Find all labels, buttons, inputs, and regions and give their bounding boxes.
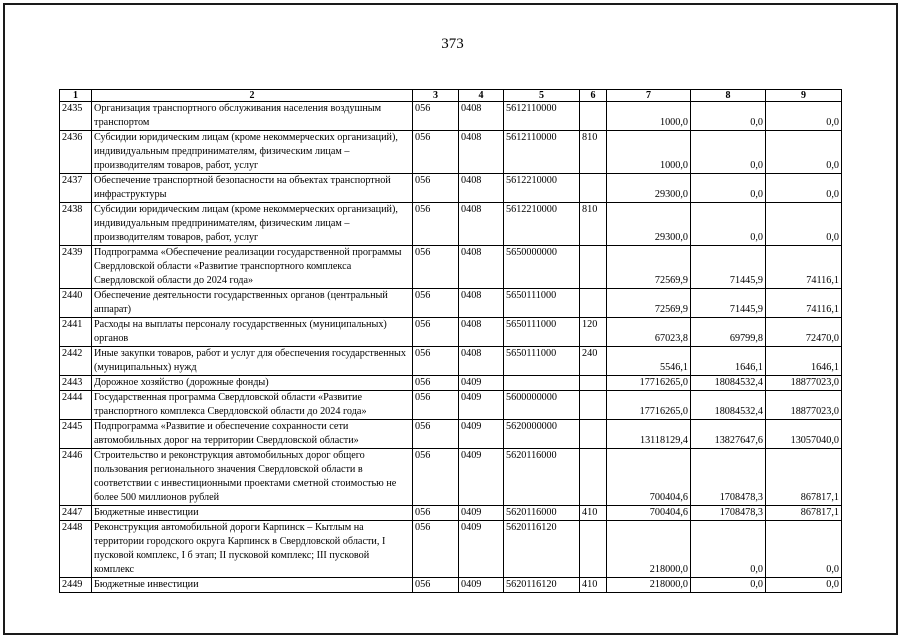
- section-code: 0408: [459, 246, 504, 289]
- amount-year-3: 867817,1: [766, 449, 842, 506]
- target-article-code: 5620116000: [504, 506, 580, 521]
- expense-type-code: [580, 174, 607, 203]
- amount-year-2: 0,0: [691, 578, 766, 593]
- row-number: 2446: [60, 449, 92, 506]
- expense-type-code: [580, 376, 607, 391]
- table-row: [60, 391, 842, 420]
- ministry-code: 056: [413, 347, 459, 376]
- page-number: 373: [441, 36, 464, 52]
- amount-year-3: 0,0: [766, 174, 842, 203]
- row-description: Дорожное хозяйство (дорожные фонды): [92, 376, 413, 391]
- column-header: 3: [413, 90, 459, 102]
- row-description: Подпрограмма «Обеспечение реализации государственной программы Свердловской области «Развитие транспортного комплекса Свердловской области до 2024 года»: [92, 246, 413, 289]
- amount-year-3: 0,0: [766, 578, 842, 593]
- table-row: [60, 347, 842, 376]
- amount-year-3: 0,0: [766, 102, 842, 131]
- row-description: Расходы на выплаты персоналу государственных (муниципальных) органов: [92, 318, 413, 347]
- section-code: 0409: [459, 391, 504, 420]
- row-description: Субсидии юридическим лицам (кроме некоммерческих организаций), индивидуальным предпринимателям, физическим лицам – производителям товаров, работ, услуг: [92, 131, 413, 174]
- amount-year-2: 13827647,6: [691, 420, 766, 449]
- ministry-code: 056: [413, 449, 459, 506]
- amount-year-3: 18877023,0: [766, 391, 842, 420]
- row-number: 2442: [60, 347, 92, 376]
- row-description: Подпрограмма «Развитие и обеспечение сохранности сети автомобильных дорог на территории Свердловской области»: [92, 420, 413, 449]
- ministry-code: 056: [413, 203, 459, 246]
- expense-type-code: 410: [580, 506, 607, 521]
- target-article-code: 5612110000: [504, 131, 580, 174]
- section-code: 0409: [459, 376, 504, 391]
- target-article-code: [504, 376, 580, 391]
- amount-year-3: 0,0: [766, 131, 842, 174]
- amount-year-2: 1646,1: [691, 347, 766, 376]
- table-row: [60, 449, 842, 506]
- target-article-code: 5612110000: [504, 102, 580, 131]
- amount-year-3: 13057040,0: [766, 420, 842, 449]
- table-row: [60, 131, 842, 174]
- amount-year-1: 13118129,4: [607, 420, 691, 449]
- amount-year-2: 0,0: [691, 521, 766, 578]
- expense-type-code: 240: [580, 347, 607, 376]
- amount-year-1: 29300,0: [607, 174, 691, 203]
- row-number: 2443: [60, 376, 92, 391]
- amount-year-1: 218000,0: [607, 578, 691, 593]
- expense-type-code: 120: [580, 318, 607, 347]
- amount-year-2: 0,0: [691, 203, 766, 246]
- budget-table: [59, 89, 842, 593]
- expense-type-code: [580, 521, 607, 578]
- amount-year-2: 1708478,3: [691, 506, 766, 521]
- amount-year-1: 29300,0: [607, 203, 691, 246]
- expense-type-code: 810: [580, 203, 607, 246]
- table-row: [60, 376, 842, 391]
- amount-year-1: 1000,0: [607, 102, 691, 131]
- target-article-code: 5620116120: [504, 521, 580, 578]
- row-number: 2445: [60, 420, 92, 449]
- row-number: 2437: [60, 174, 92, 203]
- row-description: Государственная программа Свердловской области «Развитие транспортного комплекса Свердловской области до 2024 года»: [92, 391, 413, 420]
- table-row: [60, 420, 842, 449]
- row-description: Организация транспортного обслуживания населения воздушным транспортом: [92, 102, 413, 131]
- ministry-code: 056: [413, 174, 459, 203]
- ministry-code: 056: [413, 102, 459, 131]
- amount-year-2: 1708478,3: [691, 449, 766, 506]
- amount-year-2: 71445,9: [691, 246, 766, 289]
- amount-year-3: 72470,0: [766, 318, 842, 347]
- section-code: 0408: [459, 289, 504, 318]
- ministry-code: 056: [413, 131, 459, 174]
- section-code: 0409: [459, 506, 504, 521]
- amount-year-1: 17716265,0: [607, 376, 691, 391]
- table-row: [60, 578, 842, 593]
- amount-year-2: 0,0: [691, 131, 766, 174]
- row-number: 2440: [60, 289, 92, 318]
- table-row: [60, 289, 842, 318]
- amount-year-1: 700404,6: [607, 449, 691, 506]
- table-row: [60, 203, 842, 246]
- target-article-code: 5620116000: [504, 449, 580, 506]
- amount-year-3: 74116,1: [766, 289, 842, 318]
- header-row: [60, 90, 842, 102]
- target-article-code: 5650111000: [504, 289, 580, 318]
- amount-year-1: 72569,9: [607, 246, 691, 289]
- table-row: [60, 174, 842, 203]
- column-header: 2: [92, 90, 413, 102]
- section-code: 0408: [459, 131, 504, 174]
- row-description: Реконструкция автомобильной дороги Карпинск – Кытлым на территории городского округа Карпинск в Свердловской области, I пусковой комплекс, I б этап; II пусковой комплекс; III пусковой комплекс: [92, 521, 413, 578]
- target-article-code: 5612210000: [504, 174, 580, 203]
- table-row: [60, 506, 842, 521]
- ministry-code: 056: [413, 521, 459, 578]
- row-description: Обеспечение деятельности государственных органов (центральный аппарат): [92, 289, 413, 318]
- ministry-code: 056: [413, 318, 459, 347]
- amount-year-1: 218000,0: [607, 521, 691, 578]
- row-number: 2441: [60, 318, 92, 347]
- column-header: 5: [504, 90, 580, 102]
- row-number: 2449: [60, 578, 92, 593]
- table-row: [60, 521, 842, 578]
- section-code: 0409: [459, 449, 504, 506]
- amount-year-3: 0,0: [766, 521, 842, 578]
- amount-year-3: 18877023,0: [766, 376, 842, 391]
- row-number: 2447: [60, 506, 92, 521]
- row-description: Бюджетные инвестиции: [92, 506, 413, 521]
- target-article-code: 5600000000: [504, 391, 580, 420]
- row-description: Иные закупки товаров, работ и услуг для обеспечения государственных (муниципальных) нужд: [92, 347, 413, 376]
- section-code: 0409: [459, 578, 504, 593]
- amount-year-3: 0,0: [766, 203, 842, 246]
- amount-year-3: 867817,1: [766, 506, 842, 521]
- amount-year-3: 74116,1: [766, 246, 842, 289]
- amount-year-2: 0,0: [691, 174, 766, 203]
- expense-type-code: 410: [580, 578, 607, 593]
- expense-type-code: [580, 102, 607, 131]
- amount-year-2: 0,0: [691, 102, 766, 131]
- amount-year-3: 1646,1: [766, 347, 842, 376]
- row-description: Субсидии юридическим лицам (кроме некоммерческих организаций), индивидуальным предпринимателям, физическим лицам – производителям товаров, работ, услуг: [92, 203, 413, 246]
- table-row: [60, 318, 842, 347]
- column-header: 9: [766, 90, 842, 102]
- ministry-code: 056: [413, 391, 459, 420]
- amount-year-1: 5546,1: [607, 347, 691, 376]
- target-article-code: 5620116120: [504, 578, 580, 593]
- ministry-code: 056: [413, 289, 459, 318]
- amount-year-1: 72569,9: [607, 289, 691, 318]
- section-code: 0408: [459, 102, 504, 131]
- column-header: 6: [580, 90, 607, 102]
- amount-year-2: 18084532,4: [691, 376, 766, 391]
- row-description: Обеспечение транспортной безопасности на объектах транспортной инфраструктуры: [92, 174, 413, 203]
- column-header: 8: [691, 90, 766, 102]
- ministry-code: 056: [413, 578, 459, 593]
- row-number: 2439: [60, 246, 92, 289]
- ministry-code: 056: [413, 376, 459, 391]
- expense-type-code: [580, 246, 607, 289]
- row-description: Строительство и реконструкция автомобильных дорог общего пользования регионального значения Свердловской области в соответствии с инвестиционными проектами сметной стоимостью не более 500 миллионов рублей: [92, 449, 413, 506]
- amount-year-2: 18084532,4: [691, 391, 766, 420]
- table-row: [60, 246, 842, 289]
- ministry-code: 056: [413, 420, 459, 449]
- row-description: Бюджетные инвестиции: [92, 578, 413, 593]
- expense-type-code: [580, 391, 607, 420]
- expense-type-code: [580, 449, 607, 506]
- section-code: 0408: [459, 203, 504, 246]
- target-article-code: 5650000000: [504, 246, 580, 289]
- target-article-code: 5612210000: [504, 203, 580, 246]
- row-number: 2444: [60, 391, 92, 420]
- amount-year-1: 17716265,0: [607, 391, 691, 420]
- expense-type-code: [580, 420, 607, 449]
- column-header: 1: [60, 90, 92, 102]
- table-row: [60, 102, 842, 131]
- section-code: 0408: [459, 347, 504, 376]
- target-article-code: 5650111000: [504, 318, 580, 347]
- row-number: 2436: [60, 131, 92, 174]
- amount-year-2: 69799,8: [691, 318, 766, 347]
- amount-year-1: 1000,0: [607, 131, 691, 174]
- amount-year-1: 700404,6: [607, 506, 691, 521]
- amount-year-1: 67023,8: [607, 318, 691, 347]
- row-number: 2435: [60, 102, 92, 131]
- section-code: 0409: [459, 521, 504, 578]
- column-header: 4: [459, 90, 504, 102]
- section-code: 0409: [459, 420, 504, 449]
- ministry-code: 056: [413, 506, 459, 521]
- target-article-code: 5620000000: [504, 420, 580, 449]
- row-number: 2438: [60, 203, 92, 246]
- section-code: 0408: [459, 174, 504, 203]
- expense-type-code: 810: [580, 131, 607, 174]
- expense-type-code: [580, 289, 607, 318]
- section-code: 0408: [459, 318, 504, 347]
- column-header: 7: [607, 90, 691, 102]
- row-number: 2448: [60, 521, 92, 578]
- ministry-code: 056: [413, 246, 459, 289]
- amount-year-2: 71445,9: [691, 289, 766, 318]
- target-article-code: 5650111000: [504, 347, 580, 376]
